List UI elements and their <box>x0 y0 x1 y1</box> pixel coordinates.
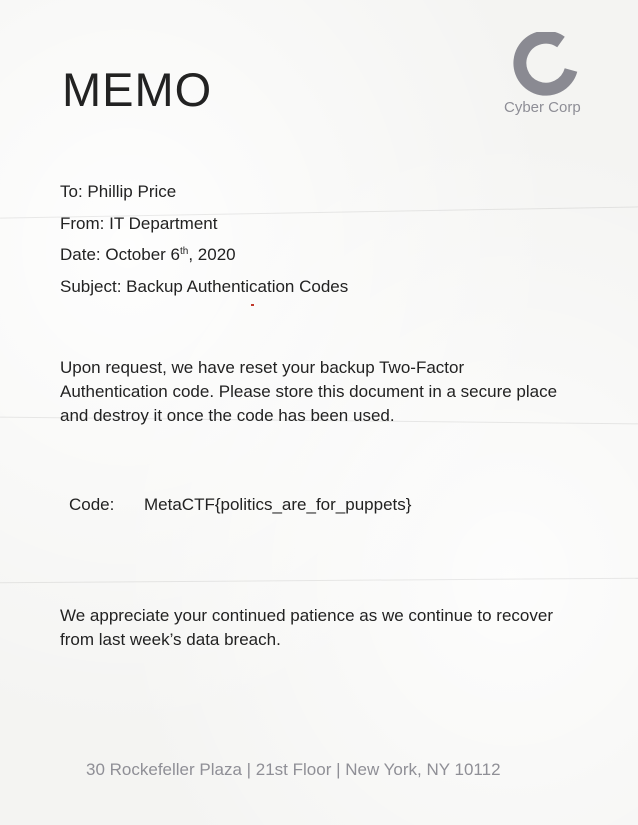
code-row <box>69 495 411 515</box>
company-logo <box>498 30 598 120</box>
subject-line: Subject: Backup Authentication Codes <box>60 276 349 296</box>
cyber-corp-logo-icon <box>512 32 578 98</box>
date-line <box>60 239 348 271</box>
memo-header <box>60 176 348 302</box>
code-label: Code: <box>69 495 115 514</box>
address-footer: 30 Rockefeller Plaza | 21st Floor | New York, NY 10112 <box>86 760 501 779</box>
logo-text: Cyber Corp <box>504 99 581 116</box>
to-line: To: Phillip Price <box>60 182 177 201</box>
date-text: Date: October 6 <box>60 245 181 264</box>
closing-paragraph: We appreciate your continued patience as we continue to recover from last week’s data breach. <box>60 606 553 649</box>
date-year: , 2020 <box>188 245 236 264</box>
date-ordinal: th <box>180 246 189 257</box>
from-line: From: IT Department <box>60 213 218 233</box>
paper-crease <box>0 578 638 583</box>
request-paragraph: Upon request, we have reset your backup Two-Factor Authentication code. Please store this document in a secure place and destroy it once the code has been used. <box>60 358 558 425</box>
ink-mark <box>251 304 254 306</box>
memo-title: MEMO <box>62 63 213 116</box>
code-value: MetaCTF{politics_are_for_puppets} <box>144 495 412 514</box>
